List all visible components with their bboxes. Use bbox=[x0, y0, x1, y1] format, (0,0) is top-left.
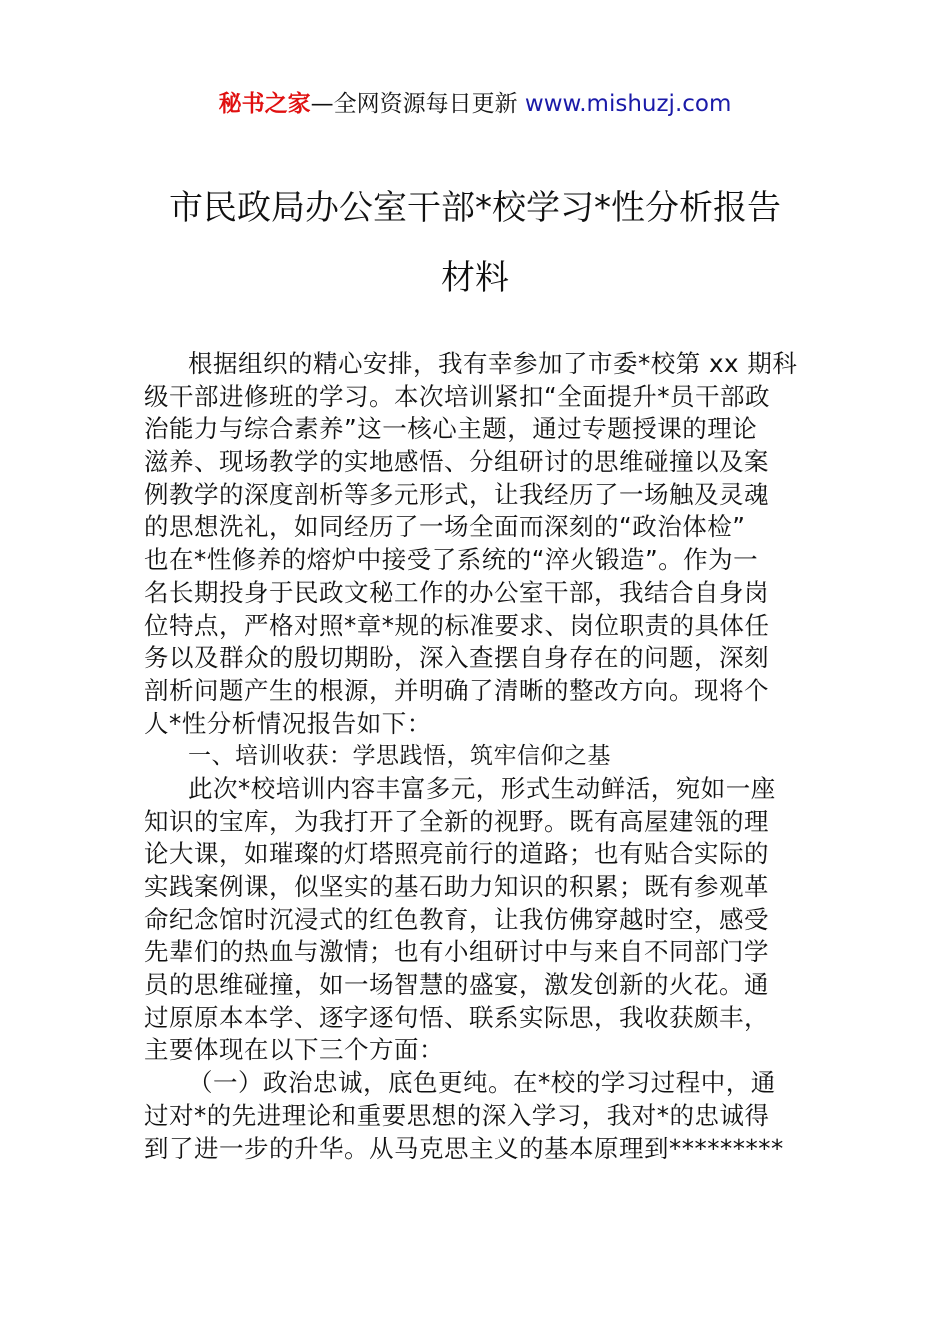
body-line: 的思想洗礼，如同经历了一场全面而深刻的“政治体检” bbox=[144, 512, 746, 542]
body-line: 务以及群众的殷切期盼，深入查摆自身存在的问题，深刻 bbox=[144, 643, 769, 673]
body-line: 人*性分析情况报告如下： bbox=[144, 708, 432, 738]
body-line: 过原原本本学、逐字逐句悟、联系实际思，我收获颇丰， bbox=[144, 1002, 769, 1032]
body-line: 命纪念馆时沉浸式的红色教育，让我仿佛穿越时空，感受 bbox=[144, 904, 769, 934]
subsection-line: （一）政治忠诚，底色更纯。在*校的学习过程中，通 bbox=[188, 1068, 776, 1098]
body-line: 名长期投身于民政文秘工作的办公室干部，我结合自身岗 bbox=[144, 577, 769, 607]
body-line: 位特点，严格对照*章*规的标准要求、岗位职责的具体任 bbox=[144, 610, 770, 640]
site-banner bbox=[0, 88, 950, 120]
body-line: 论大课，如璀璨的灯塔照亮前行的道路；也有贴合实际的 bbox=[144, 839, 769, 869]
body-line: 剖析问题产生的根源，并明确了清晰的整改方向。现将个 bbox=[144, 675, 769, 705]
body-line: 知识的宝库，为我打开了全新的视野。既有高屋建瓴的理 bbox=[144, 806, 769, 836]
section-heading: 一、培训收获：学思践悟，筑牢信仰之基 bbox=[188, 743, 611, 770]
body-line: 治能力与综合素养”这一核心主题，通过专题授课的理论 bbox=[144, 414, 758, 444]
body-line: 员的思维碰撞，如一场智慧的盛宴，激发创新的火花。通 bbox=[144, 970, 769, 1000]
banner-brand: 秘书之家 bbox=[218, 91, 311, 117]
body-line: 也在*性修养的熔炉中接受了系统的“淬火锻造”。作为一 bbox=[144, 545, 759, 575]
document-title-line-2: 材料 bbox=[441, 258, 509, 298]
body-line: 到了进一步的升华。从马克思主义的基本原理到********* bbox=[144, 1133, 784, 1163]
body-line: 例教学的深度剖析等多元形式，让我经历了一场触及灵魂 bbox=[144, 479, 769, 509]
banner-url-link[interactable]: www.mishuzj.com bbox=[524, 91, 732, 117]
body-line: 过对*的先进理论和重要思想的深入学习，我对*的忠诚得 bbox=[144, 1100, 770, 1130]
body-line: 实践案例课，似坚实的基石助力知识的积累；既有参观革 bbox=[144, 872, 769, 901]
document-body bbox=[144, 348, 808, 1165]
body-line: 滋养、现场教学的实地感悟、分组研讨的思维碰撞以及案 bbox=[144, 447, 769, 477]
body-line: 根据组织的精心安排，我有幸参加了市委*校第 xx 期科 bbox=[188, 349, 798, 378]
body-line: 主要体现在以下三个方面： bbox=[144, 1035, 444, 1065]
document-title-line-1: 市民政局办公室干部*校学习*性分析报告 bbox=[169, 188, 781, 228]
body-line: 此次*校培训内容丰富多元，形式生动鲜活，宛如一座 bbox=[188, 773, 776, 803]
body-line: 先辈们的热血与激情；也有小组研讨中与来自不同部门学 bbox=[144, 937, 769, 967]
banner-slogan: —全网资源每日更新 bbox=[310, 91, 525, 117]
body-line: 级干部进修班的学习。本次培训紧扣“全面提升*员干部政 bbox=[144, 381, 770, 411]
